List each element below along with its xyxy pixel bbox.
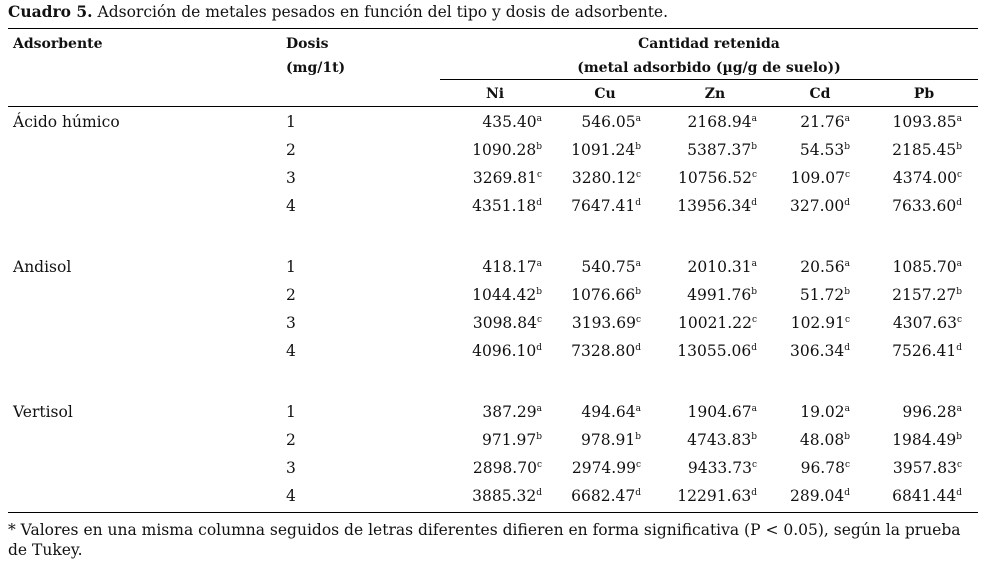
value-cell-cd bbox=[800, 431, 850, 449]
significance-letter: c bbox=[635, 170, 641, 180]
caption-text: Adsorción de metales pesados en función del tipo y dosis de adsorbente. bbox=[92, 3, 669, 21]
value-cell-pb bbox=[893, 113, 962, 131]
value-cell-cd bbox=[800, 141, 850, 159]
value-cell-zn bbox=[688, 113, 757, 131]
value-cell-ni bbox=[473, 459, 542, 477]
value-number: 7328.80 bbox=[571, 342, 636, 360]
significance-letter: b bbox=[536, 142, 542, 152]
significance-letter: b bbox=[536, 432, 542, 442]
significance-letter: d bbox=[956, 198, 962, 208]
significance-letter: a bbox=[751, 114, 757, 124]
value-cell-cd bbox=[791, 169, 850, 187]
value-number: 494.64 bbox=[581, 403, 636, 421]
significance-letter: d bbox=[536, 488, 542, 498]
significance-letter: a bbox=[956, 114, 962, 124]
value-cell-zn bbox=[677, 197, 757, 215]
value-number: 971.97 bbox=[481, 431, 537, 449]
caption-label: Cuadro 5. bbox=[8, 2, 93, 21]
value-cell-pb bbox=[893, 258, 962, 276]
footnote: * Valores en una misma columna seguidos de letras diferentes difieren en forma significativa (P < 0.05), según la prueba de Tukey. bbox=[8, 521, 961, 559]
value-cell-cd bbox=[801, 459, 850, 477]
value-number: 6682.47 bbox=[571, 487, 636, 505]
significance-letter: a bbox=[956, 259, 962, 269]
dose-cell: 4 bbox=[286, 197, 296, 215]
significance-letter: c bbox=[751, 315, 757, 325]
value-number: 1091.24 bbox=[571, 141, 636, 159]
significance-letter: b bbox=[844, 432, 850, 442]
significance-letter: a bbox=[751, 404, 757, 414]
value-cell-cd bbox=[790, 487, 850, 505]
value-cell-cu bbox=[571, 141, 641, 159]
significance-letter: c bbox=[751, 170, 757, 180]
significance-letter: b bbox=[751, 142, 757, 152]
significance-letter: b bbox=[844, 287, 850, 297]
value-cell-cu bbox=[581, 113, 641, 131]
value-number: 387.29 bbox=[482, 403, 537, 421]
significance-letter: b bbox=[635, 287, 641, 297]
value-number: 7526.41 bbox=[892, 342, 957, 360]
value-cell-pb bbox=[892, 286, 962, 304]
significance-letter: b bbox=[956, 142, 962, 152]
value-cell-zn bbox=[688, 403, 757, 421]
header-adsorbente: Adsorbente bbox=[13, 36, 103, 52]
value-number: 6841.44 bbox=[892, 487, 957, 505]
significance-letter: c bbox=[635, 460, 641, 470]
significance-letter: a bbox=[844, 404, 850, 414]
value-cell-cu bbox=[571, 487, 641, 505]
value-number: 4307.63 bbox=[892, 314, 957, 332]
value-number: 1076.66 bbox=[571, 286, 636, 304]
significance-letter: c bbox=[844, 315, 850, 325]
value-number: 3269.81 bbox=[472, 169, 537, 187]
value-number: 109.07 bbox=[790, 169, 845, 187]
value-cell-pb bbox=[902, 403, 962, 421]
significance-letter: a bbox=[635, 404, 641, 414]
header-metal-zn: Zn bbox=[704, 86, 726, 102]
value-cell-pb bbox=[892, 342, 962, 360]
value-number: 2185.45 bbox=[892, 141, 957, 159]
value-cell-cu bbox=[572, 459, 641, 477]
significance-letter: c bbox=[536, 170, 542, 180]
significance-letter: d bbox=[956, 488, 962, 498]
significance-letter: d bbox=[635, 198, 641, 208]
value-number: 1093.85 bbox=[892, 113, 957, 131]
value-cell-cu bbox=[571, 286, 641, 304]
value-cell-ni bbox=[472, 197, 542, 215]
value-number: 9433.73 bbox=[687, 459, 752, 477]
value-cell-cu bbox=[572, 169, 641, 187]
value-cell-cd bbox=[790, 197, 850, 215]
value-cell-cu bbox=[571, 342, 641, 360]
dose-cell: 1 bbox=[286, 113, 296, 131]
value-cell-pb bbox=[892, 487, 962, 505]
value-number: 2010.31 bbox=[687, 258, 752, 276]
value-number: 7633.60 bbox=[892, 197, 957, 215]
dose-cell: 3 bbox=[286, 459, 296, 477]
significance-letter: c bbox=[844, 170, 850, 180]
dose-cell: 1 bbox=[286, 258, 296, 276]
significance-letter: c bbox=[956, 315, 962, 325]
value-number: 3885.32 bbox=[472, 487, 537, 505]
bottom-rule bbox=[8, 512, 978, 513]
value-cell-zn bbox=[688, 258, 757, 276]
significance-letter: b bbox=[536, 287, 542, 297]
significance-letter: c bbox=[844, 460, 850, 470]
value-number: 51.72 bbox=[799, 286, 845, 304]
value-number: 13055.06 bbox=[677, 342, 752, 360]
value-cell-ni bbox=[472, 286, 542, 304]
dose-cell: 3 bbox=[286, 314, 296, 332]
value-cell-cd bbox=[800, 286, 850, 304]
value-number: 7647.41 bbox=[571, 197, 636, 215]
value-number: 4991.76 bbox=[687, 286, 752, 304]
dose-cell: 3 bbox=[286, 169, 296, 187]
value-number: 546.05 bbox=[581, 113, 636, 131]
subheader-rule bbox=[440, 79, 978, 80]
dose-cell: 1 bbox=[286, 403, 296, 421]
dose-cell: 2 bbox=[286, 286, 296, 304]
value-number: 3280.12 bbox=[571, 169, 636, 187]
adsorbent-label: Vertisol bbox=[13, 403, 73, 421]
value-cell-zn bbox=[687, 431, 757, 449]
value-number: 102.91 bbox=[790, 314, 845, 332]
value-cell-cu bbox=[581, 403, 641, 421]
value-number: 435.40 bbox=[482, 113, 537, 131]
dose-cell: 2 bbox=[286, 431, 296, 449]
significance-letter: c bbox=[536, 315, 542, 325]
value-number: 13956.34 bbox=[677, 197, 752, 215]
value-cell-cu bbox=[572, 314, 641, 332]
significance-letter: a bbox=[635, 114, 641, 124]
significance-letter: a bbox=[536, 259, 542, 269]
value-cell-ni bbox=[472, 342, 542, 360]
significance-letter: d bbox=[751, 343, 757, 353]
significance-letter: d bbox=[536, 198, 542, 208]
value-number: 978.91 bbox=[580, 431, 636, 449]
value-cell-cd bbox=[800, 113, 850, 131]
value-cell-cu bbox=[581, 258, 641, 276]
value-number: 418.17 bbox=[482, 258, 537, 276]
significance-letter: c bbox=[956, 460, 962, 470]
value-number: 2974.99 bbox=[571, 459, 636, 477]
significance-letter: b bbox=[956, 287, 962, 297]
value-number: 1904.67 bbox=[687, 403, 752, 421]
value-cell-ni bbox=[482, 403, 542, 421]
significance-letter: d bbox=[536, 343, 542, 353]
significance-letter: b bbox=[635, 432, 641, 442]
value-cell-cd bbox=[800, 258, 850, 276]
significance-letter: a bbox=[844, 259, 850, 269]
significance-letter: b bbox=[635, 142, 641, 152]
value-number: 19.02 bbox=[800, 403, 845, 421]
significance-letter: d bbox=[956, 343, 962, 353]
significance-letter: d bbox=[844, 343, 850, 353]
value-cell-pb bbox=[892, 141, 962, 159]
table-caption bbox=[8, 2, 668, 21]
significance-letter: d bbox=[751, 488, 757, 498]
value-number: 289.04 bbox=[789, 487, 845, 505]
value-number: 4351.18 bbox=[472, 197, 537, 215]
value-number: 20.56 bbox=[800, 258, 845, 276]
significance-letter: a bbox=[844, 114, 850, 124]
header-cantidad-unit: (metal adsorbido (µg/g de suelo)) bbox=[577, 60, 841, 76]
value-cell-pb bbox=[893, 169, 962, 187]
value-number: 2898.70 bbox=[472, 459, 537, 477]
value-number: 3098.84 bbox=[472, 314, 537, 332]
value-cell-ni bbox=[482, 258, 542, 276]
value-number: 1044.42 bbox=[472, 286, 537, 304]
header-dosis: Dosis bbox=[286, 36, 329, 52]
significance-letter: d bbox=[751, 198, 757, 208]
value-number: 327.00 bbox=[789, 197, 845, 215]
significance-letter: a bbox=[956, 404, 962, 414]
significance-letter: c bbox=[751, 460, 757, 470]
value-cell-cu bbox=[581, 431, 641, 449]
value-number: 4743.83 bbox=[687, 431, 752, 449]
value-number: 540.75 bbox=[581, 258, 636, 276]
significance-letter: d bbox=[635, 343, 641, 353]
value-number: 10021.22 bbox=[677, 314, 752, 332]
value-number: 12291.63 bbox=[677, 487, 752, 505]
value-number: 48.08 bbox=[799, 431, 845, 449]
dose-cell: 4 bbox=[286, 487, 296, 505]
value-cell-zn bbox=[677, 487, 757, 505]
value-cell-cd bbox=[791, 314, 850, 332]
value-cell-zn bbox=[688, 459, 757, 477]
value-cell-pb bbox=[893, 314, 962, 332]
value-number: 2157.27 bbox=[892, 286, 957, 304]
significance-letter: d bbox=[635, 488, 641, 498]
adsorbent-label: Ácido húmico bbox=[13, 113, 120, 131]
value-number: 996.28 bbox=[902, 403, 957, 421]
significance-letter: c bbox=[635, 315, 641, 325]
header-metal-pb: Pb bbox=[913, 86, 935, 102]
significance-letter: b bbox=[844, 142, 850, 152]
value-cell-ni bbox=[473, 314, 542, 332]
header-metal-cu: Cu bbox=[594, 86, 616, 102]
value-cell-zn bbox=[687, 141, 757, 159]
header-bottom-rule bbox=[8, 106, 978, 107]
adsorbent-label: Andisol bbox=[13, 258, 72, 276]
header-cantidad: Cantidad retenida bbox=[638, 36, 780, 52]
value-cell-zn bbox=[687, 286, 757, 304]
dose-cell: 2 bbox=[286, 141, 296, 159]
significance-letter: c bbox=[956, 170, 962, 180]
value-cell-pb bbox=[892, 197, 962, 215]
header-dosis-unit: (mg/1t) bbox=[286, 60, 346, 76]
value-cell-zn bbox=[678, 169, 757, 187]
value-cell-pb bbox=[893, 459, 962, 477]
value-cell-ni bbox=[473, 169, 542, 187]
value-number: 21.76 bbox=[800, 113, 845, 131]
value-number: 1984.49 bbox=[892, 431, 957, 449]
value-number: 4374.00 bbox=[892, 169, 957, 187]
value-number: 1090.28 bbox=[472, 141, 537, 159]
value-cell-ni bbox=[472, 487, 542, 505]
value-cell-zn bbox=[678, 314, 757, 332]
significance-letter: c bbox=[536, 460, 542, 470]
value-cell-cd bbox=[790, 342, 850, 360]
significance-letter: a bbox=[635, 259, 641, 269]
value-cell-cd bbox=[800, 403, 850, 421]
value-number: 306.34 bbox=[789, 342, 845, 360]
value-number: 96.78 bbox=[800, 459, 845, 477]
value-number: 3957.83 bbox=[892, 459, 957, 477]
significance-letter: a bbox=[536, 404, 542, 414]
significance-letter: b bbox=[751, 432, 757, 442]
value-number: 1085.70 bbox=[892, 258, 957, 276]
value-cell-pb bbox=[892, 431, 962, 449]
value-number: 5387.37 bbox=[687, 141, 752, 159]
value-number: 10756.52 bbox=[677, 169, 752, 187]
value-cell-ni bbox=[482, 431, 542, 449]
value-cell-cu bbox=[571, 197, 641, 215]
significance-letter: d bbox=[844, 198, 850, 208]
significance-letter: d bbox=[844, 488, 850, 498]
significance-letter: a bbox=[536, 114, 542, 124]
value-number: 54.53 bbox=[799, 141, 845, 159]
value-number: 3193.69 bbox=[571, 314, 636, 332]
value-cell-ni bbox=[472, 141, 542, 159]
value-cell-ni bbox=[482, 113, 542, 131]
header-metal-ni: Ni bbox=[485, 86, 505, 102]
value-cell-zn bbox=[677, 342, 757, 360]
significance-letter: b bbox=[751, 287, 757, 297]
value-number: 2168.94 bbox=[687, 113, 752, 131]
value-number: 4096.10 bbox=[472, 342, 537, 360]
significance-letter: b bbox=[956, 432, 962, 442]
significance-letter: a bbox=[751, 259, 757, 269]
header-metal-cd: Cd bbox=[809, 86, 831, 102]
dose-cell: 4 bbox=[286, 342, 296, 360]
top-rule bbox=[8, 28, 978, 29]
